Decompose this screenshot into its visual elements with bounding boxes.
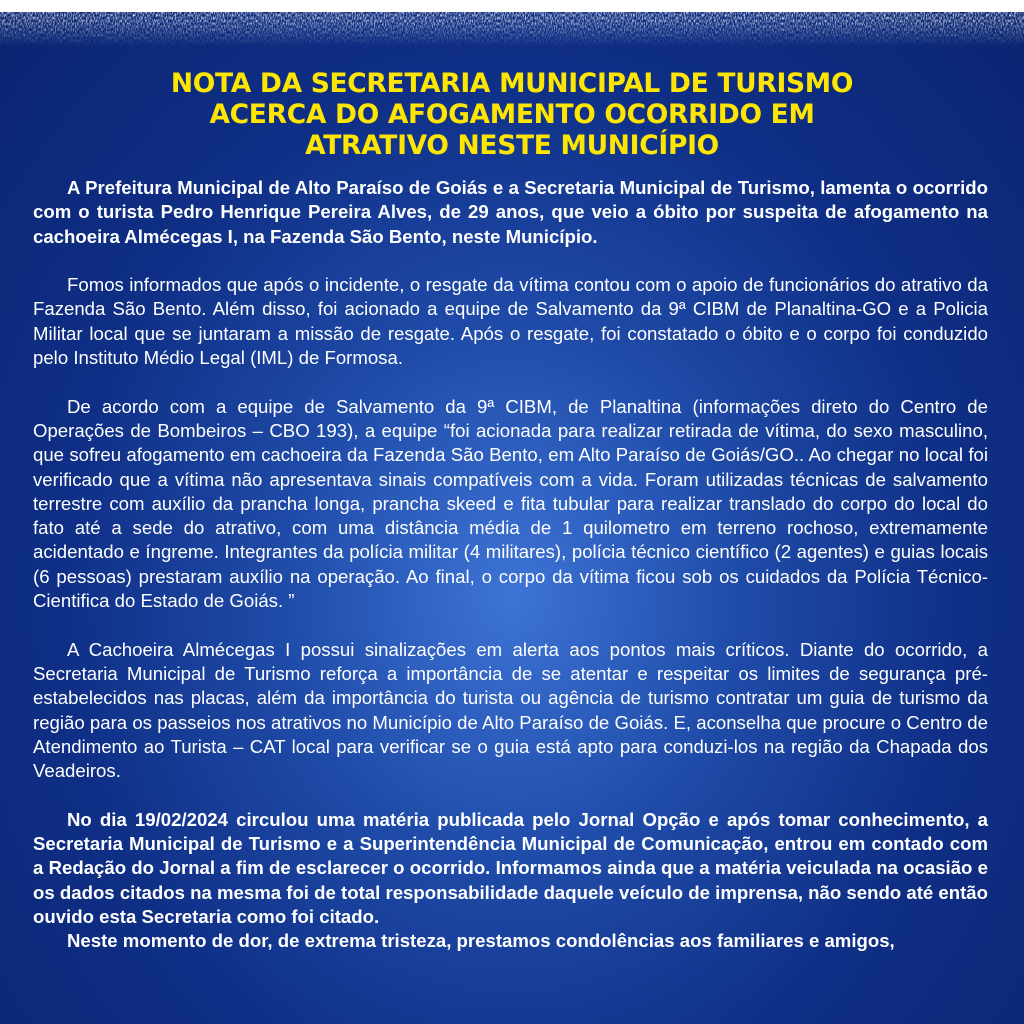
paragraph-safety-advice: A Cachoeira Almécegas I possui sinalizações em alerta aos pontos mais críticos. Diante do ocorrido, a Secretaria Municipal de Turismo reforça a importância de se atentar e respeitar os limites de segurança pré-estabelecidos nas placas, além da importância do turista ou agência de turismo contratar um guia de turismo da região para os passeios nos atrativos no Município de Alto Paraíso de Goiás. E, aconselha que procure o Centro de Atendimento ao Turista – CAT local para verificar se o guia está apto para conduzi-los na região da Chapada dos Veadeiros. xyxy=(33,638,988,782)
paragraph-condolences: Neste momento de dor, de extrema tristeza, prestamos condolências aos familiares e amigos, xyxy=(67,930,895,952)
notice-title xyxy=(0,68,1024,161)
paragraph-intro: A Prefeitura Municipal de Alto Paraíso de Goiás e a Secretaria Municipal de Turismo, lamenta o ocorrido com o turista Pedro Henrique Pereira Alves, de 29 anos, que veio a óbito por suspeita de afogamento na cachoeira Almécegas I, na Fazenda São Bento, neste Município. xyxy=(33,177,988,247)
notice-body xyxy=(33,176,988,978)
textured-top-border xyxy=(0,0,1024,46)
paragraph-fire-department-report: De acordo com a equipe de Salvamento da 9ª CIBM, de Planaltina (informações direto do Centro de Operações de Bombeiros – CBO 193), a equipe “foi acionada para realizar retirada de vítima, do sexo masculino, que sofreu afogamento em cachoeira da Fazenda São Bento, em Alto Paraíso de Goiás/GO.. Ao chegar no local foi verificado que a vítima não apresentava sinais compatíveis com a vida. Foram utilizadas técnicas de salvamento terrestre com auxílio da prancha longa, prancha skeed e fita tubular para realizar translado do corpo do local do fato até a sede do atrativo, com uma distância média de 1 quilometro em terreno rochoso, extremamente acidentado e íngreme. Integrantes da polícia militar (4 militares), polícia técnico científico (2 agentes) e guias locais (6 pessoas) prestaram auxílio na operação. Ao final, o corpo da vítima ficou sob os cuidados da Polícia Técnico-Cientifica do Estado de Goiás. ” xyxy=(33,395,988,612)
title-line-3: ATRATIVO NESTE MUNICÍPIO xyxy=(305,130,719,161)
paragraph-rescue: Fomos informados que após o incidente, o resgate da vítima contou com o apoio de funcionários do atrativo da Fazenda São Bento. Além disso, foi acionado a equipe de Salvamento da 9ª CIBM de Planaltina-GO e a Policia Militar local que se juntaram a missão de resgate. Após o resgate, foi constatado o óbito e o corpo foi conduzido pelo Instituto Médio Legal (IML) de Formosa. xyxy=(33,274,988,369)
title-line-2: ACERCA DO AFOGAMENTO OCORRIDO EM xyxy=(209,99,815,130)
title-line-1: NOTA DA SECRETARIA MUNICIPAL DE TURISMO xyxy=(170,68,854,99)
paragraph-press-clarification: No dia 19/02/2024 circulou uma matéria publicada pelo Jornal Opção e após tomar conhecimento, a Secretaria Municipal de Turismo e a Superintendência Municipal de Comunicação, entrou em contado com a Redação do Jornal a fim de esclarecer o ocorrido. Informamos ainda que a matéria veiculada na ocasião e os dados citados na mesma foi de total responsabilidade daquele veículo de imprensa, não sendo até então ouvido esta Secretaria como foi citado. xyxy=(33,808,988,927)
